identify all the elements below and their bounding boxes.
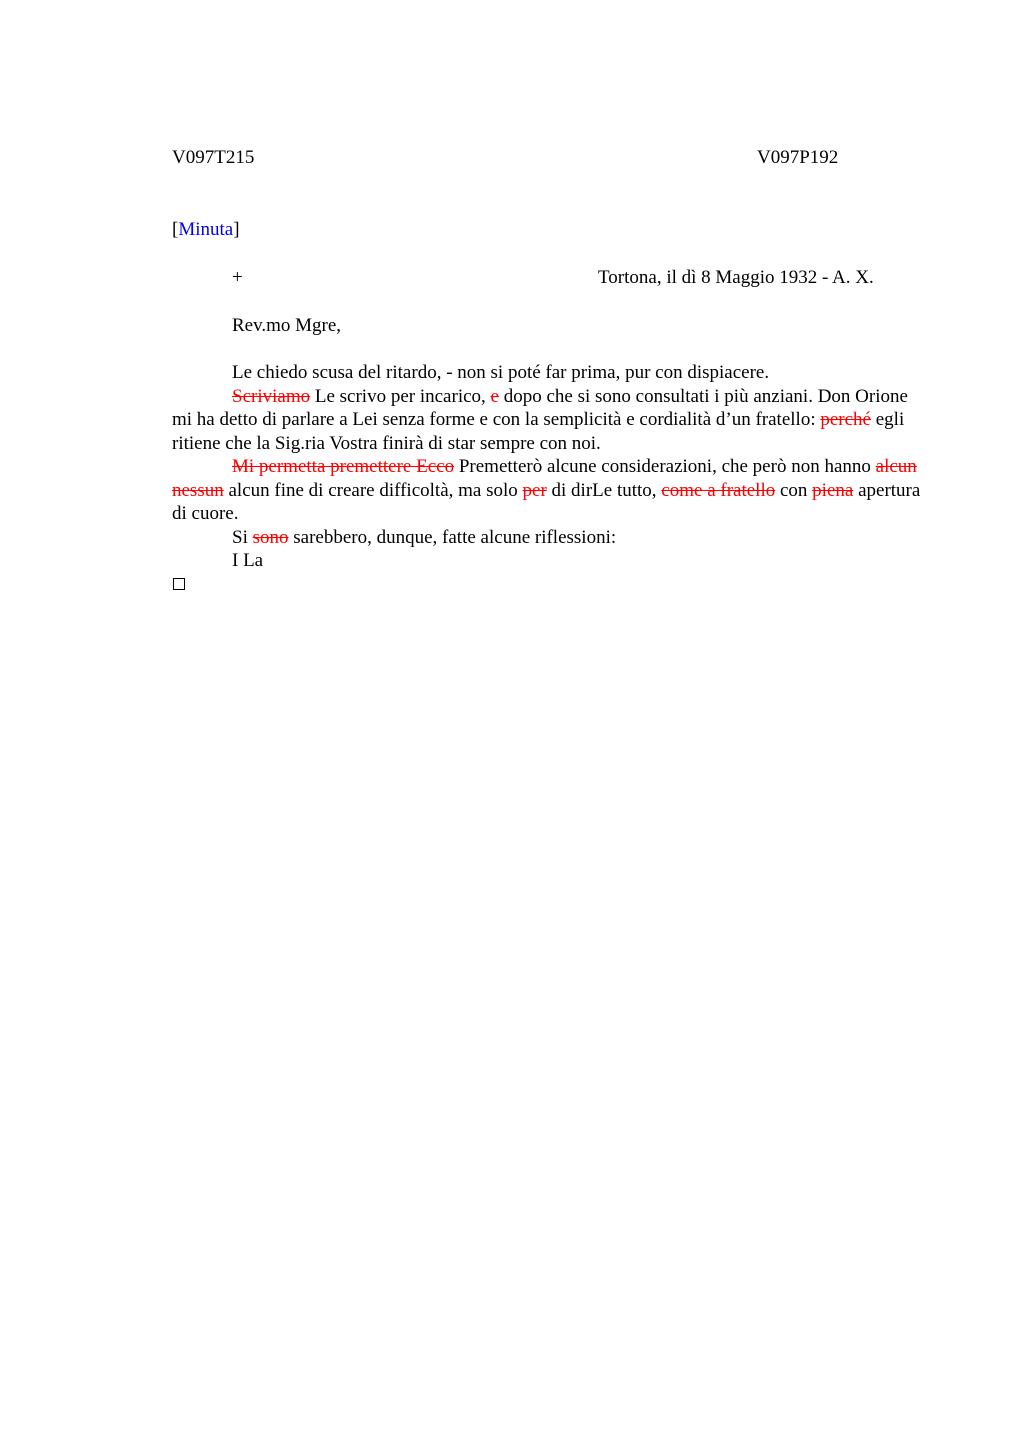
open-bracket: [: [172, 219, 179, 240]
minuta-label: [172, 218, 240, 242]
document-code-left: V097T215: [172, 147, 255, 168]
minuta-link[interactable]: Minuta: [178, 219, 234, 240]
paragraph-5: [172, 549, 932, 573]
paragraph-text: con: [775, 479, 813, 501]
deleted-word: per: [522, 479, 547, 501]
paragraph-text: alcun fine di creare difficoltà, ma solo: [223, 479, 523, 501]
paragraph-1-text: Le chiedo scusa del ritardo, - non si poté far prima, pur con dispiacere.: [232, 362, 770, 383]
deleted-word: perché: [820, 409, 871, 430]
dateline: Tortona, il dì 8 Maggio 1932 - A. X.: [598, 267, 874, 288]
deleted-word: e: [490, 385, 499, 407]
deleted-phrase: Mi permetta premettere Ecco: [232, 456, 455, 477]
document-code-right: V097P192: [757, 147, 839, 168]
paragraph-text: apertura di cuore.: [172, 479, 921, 524]
paragraph-text: sarebbero, dunque, fatte alcune riflessioni:: [288, 526, 617, 548]
empty-square-icon: [173, 578, 185, 590]
paragraph-text: egli ritiene che la Sig.ria Vostra finirà di star sempre con noi.: [172, 409, 905, 454]
paragraph-text: Si: [232, 526, 253, 548]
deleted-phrase: alcun nessun: [172, 456, 917, 501]
deleted-word: piena: [812, 479, 854, 501]
letter-body: [172, 361, 932, 573]
close-bracket: ]: [233, 219, 240, 240]
paragraph-1: [172, 361, 932, 385]
deleted-phrase: come a fratello: [661, 479, 776, 501]
paragraph-5-text: I La: [232, 550, 264, 571]
salutation: Rev.mo Mgre,: [232, 315, 342, 336]
paragraph-4: [172, 526, 932, 550]
paragraph-text: Le scrivo per incarico,: [310, 385, 491, 407]
paragraph-text: Premetterò alcune considerazioni, che però non hanno: [454, 456, 876, 477]
cross-mark: +: [232, 267, 243, 288]
paragraph-text: di dirLe tutto,: [546, 479, 662, 501]
deleted-word: sono: [252, 526, 289, 548]
paragraph-2: [172, 385, 932, 456]
deleted-word: Scriviamo: [232, 385, 311, 407]
paragraph-3: [172, 455, 932, 526]
paragraph-text: dopo che si sono consultati i più anziani. Don Orione mi ha detto di parlare a Lei senza forme e con la semplicità e cordialità d’un fratello:: [172, 385, 908, 430]
